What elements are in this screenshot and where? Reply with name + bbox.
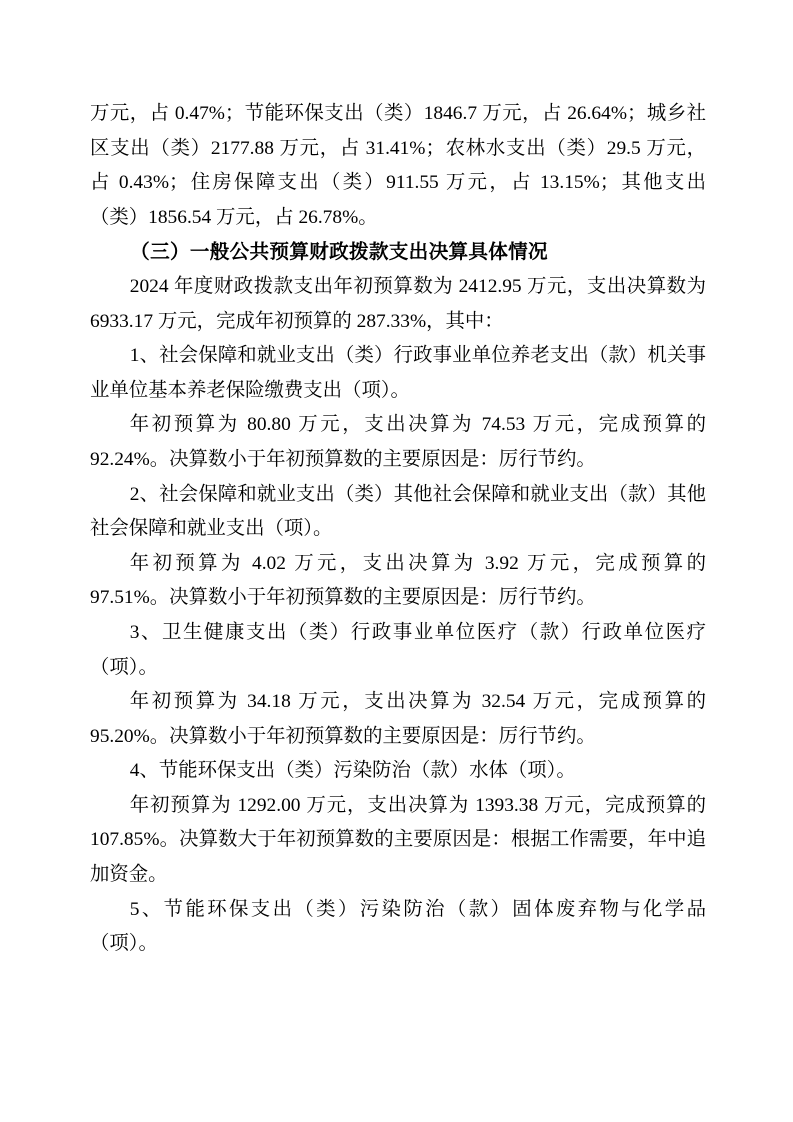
text-line: （项）。 (90, 656, 158, 678)
paragraph-item-1-detail (90, 408, 706, 477)
text-line: 占 0.43%；住房保障支出（类）911.55 万元，占 13.15%；其他支出 (90, 172, 706, 194)
text-line: 1、社会保障和就业支出（类）行政事业单位养老支出（款）机关事 (129, 345, 706, 367)
paragraph-expenditure-composition-continued (90, 97, 706, 235)
text-line: 6933.17 万元，完成年初预算的 287.33%，其中： (90, 310, 504, 332)
text-line: 年初预算为 4.02 万元，支出决算为 3.92 万元，完成预算的 (129, 552, 706, 574)
paragraph-item-4-title (90, 754, 706, 789)
text-line: 92.24%。决算数小于年初预算数的主要原因是：厉行节约。 (90, 448, 596, 470)
section-heading-line: （三）一般公共预算财政拨款支出决算具体情况 (130, 241, 548, 264)
text-line: 区支出（类）2177.88 万元，占 31.41%；农林水支出（类）29.5 万元， (90, 137, 706, 159)
text-line: 年初预算为 1292.00 万元，支出决算为 1393.38 万元，完成预算的 (129, 794, 706, 816)
paragraph-item-2-detail (90, 547, 706, 616)
text-line: 万元，占 0.47%；节能环保支出（类）1846.7 万元，占 26.64%；城乡社 (90, 103, 706, 124)
text-line: （项）。 (90, 933, 158, 955)
paragraph-item-2-title (90, 478, 706, 547)
paragraph-item-4-detail (90, 789, 706, 893)
text-line: 年初预算为 80.80 万元，支出决算为 74.53 万元，完成预算的 (129, 414, 706, 436)
text-line: 95.20%。决算数小于年初预算数的主要原因是：厉行节约。 (90, 725, 596, 747)
text-line: 业单位基本养老保险缴费支出（项）。 (90, 379, 410, 401)
text-line: 加资金。 (90, 864, 168, 886)
text-line: 97.51%。决算数小于年初预算数的主要原因是：厉行节约。 (90, 587, 596, 609)
paragraph-overall-budget-summary (90, 270, 706, 339)
text-line: 社会保障和就业支出（项）。 (90, 518, 333, 540)
paragraph-item-5-title (90, 893, 706, 962)
text-line: 107.85%。决算数大于年初预算数的主要原因是：根据工作需要，年中追 (90, 829, 706, 851)
paragraph-item-1-title (90, 339, 706, 408)
text-line: 5、节能环保支出（类）污染防治（款）固体废弃物与化学品 (129, 898, 706, 920)
paragraph-section-three-heading (90, 235, 706, 270)
text-line: 2024 年度财政拨款支出年初预算数为 2412.95 万元，支出决算数为 (129, 275, 706, 297)
text-line: （类）1856.54 万元，占 26.78%。 (90, 206, 378, 228)
text-line: 4、节能环保支出（类）污染防治（款）水体（项）。 (129, 760, 576, 782)
paragraph-item-3-title (90, 616, 706, 685)
document-body (90, 97, 706, 962)
text-line: 3、卫生健康支出（类）行政事业单位医疗（款）行政单位医疗 (129, 621, 706, 643)
text-line: 2、社会保障和就业支出（类）其他社会保障和就业支出（款）其他 (129, 483, 706, 505)
text-line: 年初预算为 34.18 万元，支出决算为 32.54 万元，完成预算的 (129, 691, 706, 713)
paragraph-item-3-detail (90, 685, 706, 754)
